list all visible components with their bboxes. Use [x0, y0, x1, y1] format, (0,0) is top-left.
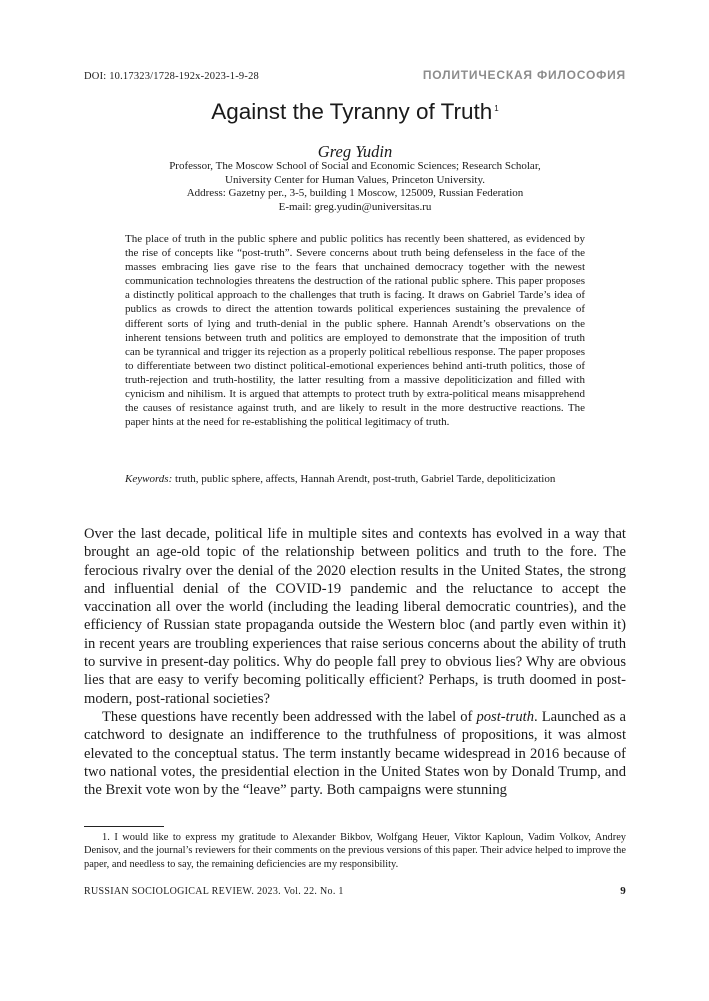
paragraph-2: These questions have recently been addressed with the label of post-truth. Launched as a catchword to designate an indifference to the truthfulness of propositions, it was almost elevated to the conceptual status. The term instantly became widespread in 2016 because of two national votes, the presidential election in the United States won by Donald Trump, and the Brexit vote won by the “leave” party. Both campaigns were stunning [84, 708, 627, 799]
footnote-divider [84, 826, 164, 827]
journal-citation: RUSSIAN SOCIOLOGICAL REVIEW. 2023. Vol. 22. No. 1 [84, 886, 344, 897]
email-line: E-mail: greg.yudin@universitas.ru [278, 200, 432, 213]
article-title [84, 99, 626, 125]
body-text [84, 525, 626, 799]
page-footer [84, 885, 626, 897]
affiliation-line: Professor, The Moscow School of Social and Economic Sciences; Research Scholar, [169, 160, 541, 172]
keywords-list: truth, public sphere, affects, Hannah Arendt, post-truth, Gabriel Tarde, depoliticization [175, 473, 556, 485]
keywords-label: Keywords: [125, 473, 173, 485]
doi-label: DOI: 10.17323/1728-192x-2023-1-9-28 [84, 71, 259, 82]
article-title-text: Against the Tyranny of Truth [211, 99, 493, 124]
keywords [125, 472, 585, 486]
footnote-text: I would like to express my gratitude to Alexander Bikbov, Wolfgang Heuer, Viktor Kaploun, Vadim Volkov, Andrey Denisov, and the journal’s reviewers for their comments on the previous versions of this paper. Their advice helped to improve the paper, and needless to say, the remaining deficiencies are my responsibility. [84, 832, 626, 870]
footnote [84, 831, 626, 871]
footnote-number: 1. [102, 832, 110, 843]
affiliation-line: University Center for Human Values, Princeton University. [225, 173, 485, 186]
paragraph-1: Over the last decade, political life in multiple sites and contexts has evolved in a way that brought an age-old topic of the relationship between politics and truth to the fore. The ferocious rivalry over the denial of the 2020 election results in the United States, the strong and influential denial of the COVID-19 pandemic and the reluctance to accept the vaccination all over the world (including the leading liberal democratic countries), and the efficiency of Russian state propaganda outside the Western bloc (and partly even within it) in recent years are troubling experiences that raise serious concerns about the ability of truth to survive in present-day politics. Why do people fall prey to obvious lies? Why are obvious lies that are easy to verify becoming politically efficient? Perhaps, is truth doomed in post-modern, post-rational societies? [84, 526, 626, 707]
author-name: Greg Yudin [317, 142, 393, 161]
post-truth-term: post-truth [476, 708, 535, 725]
title-footnote-marker[interactable]: 1 [494, 103, 499, 113]
page [84, 0, 626, 1001]
section-label: ПОЛИТИЧЕСКАЯ ФИЛОСОФИЯ [422, 68, 626, 82]
abstract: The place of truth in the public sphere and public politics has recently been shattered, as evidenced by the rise of concepts like “post-truth”. Severe concerns about truth being defenseless in the face of the masses embracing lies gave rise to the fears that unchained democracy together with the newest communication technologies threatens the destruction of the rational public sphere. This paper proposes a distinctly political approach to the challenges that truth is facing. It draws on Gabriel Tarde’s idea of publics as crowds to direct the attention towards political experiences sustaining the prevalence of different sorts of lying and truth-denial in the public sphere. Hannah Arendt’s observations on the inherent tensions between truth and politics are employed to demonstrate that the imposition of truth can be tyrannical and trigger its rejection as a properly political rebellious response. The paper proposes to differentiate between two distinct political-emotional experiences behind anti-truth politics, those of truth-rejection and truth-hostility, the latter resulting from a massive depoliticization and filled with cynicism and nihilism. It is argued that attempts to protect truth by extra-political means misapprehend the causes of resistance against truth, and are likely to result in the more destructive reactions. The paper hints at the need for re-establishing the political legitimacy of truth. [125, 233, 585, 429]
running-head [84, 68, 626, 82]
address-line: Address: Gazetny per., 3-5, building 1 Moscow, 125009, Russian Federation [186, 187, 524, 199]
page-number: 9 [620, 885, 626, 897]
author-affiliation [84, 160, 626, 214]
